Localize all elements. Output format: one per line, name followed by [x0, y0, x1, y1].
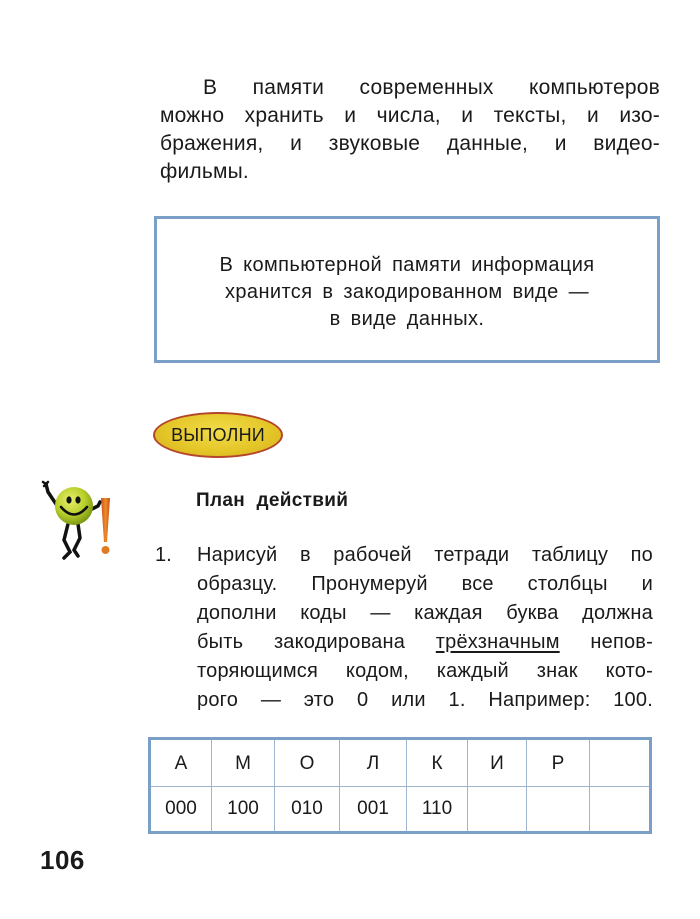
word: знак [536, 660, 578, 682]
word: каждая [414, 602, 483, 624]
word: торяющимся [197, 660, 318, 682]
word: видео- [593, 132, 660, 155]
word: закодирована [273, 631, 406, 653]
list-line-1 [197, 541, 653, 570]
word: и [344, 104, 357, 127]
letter-cell: М [212, 739, 275, 787]
list-line-3 [197, 599, 653, 628]
letter-cell: О [275, 739, 340, 787]
letter-cell: К [407, 739, 468, 787]
word: — [370, 602, 391, 624]
letter-cell [590, 739, 651, 787]
rule-box [154, 216, 660, 363]
code-cell [590, 787, 651, 833]
list-line-6 [197, 686, 653, 715]
word: 100. [613, 689, 653, 711]
underlined-word: трёхзначным [435, 631, 560, 653]
rule-line-1: В компьютерной памяти информация [219, 254, 595, 276]
badge-label: ВЫПОЛНИ [171, 424, 265, 445]
smiley-with-exclamation-icon [38, 480, 128, 560]
word: кодом, [345, 660, 409, 682]
word: и [586, 104, 599, 127]
list-line-5 [197, 657, 653, 686]
word: тетради [434, 544, 510, 566]
intro-line-1 [160, 74, 660, 102]
code-cell: 010 [275, 787, 340, 833]
list-line-2 [197, 570, 653, 599]
letter-cell: И [468, 739, 527, 787]
intro-paragraph [160, 74, 660, 186]
word: В [203, 76, 218, 99]
word: — [260, 689, 282, 711]
word: 1. [448, 689, 466, 711]
word: Нарисуй [197, 544, 278, 566]
word: или [391, 689, 426, 711]
letter-cell: Л [340, 739, 407, 787]
word: компьютеров [529, 76, 660, 99]
word: рого [197, 689, 239, 711]
plan-heading: План действий [196, 490, 349, 511]
word: бражения, [160, 132, 264, 155]
word: все [461, 573, 494, 595]
word: можно [160, 104, 225, 127]
word: фильмы. [160, 160, 249, 183]
word: изо- [619, 104, 660, 127]
list-line-4 [197, 628, 653, 657]
code-cell: 001 [340, 787, 407, 833]
word: должна [582, 602, 653, 624]
word: числа, [376, 104, 441, 127]
codes-row [150, 787, 651, 833]
code-cell [468, 787, 527, 833]
word: хранить [244, 104, 324, 127]
word: столбцы [527, 573, 608, 595]
code-cell: 000 [150, 787, 212, 833]
rule-line-3: в виде данных. [329, 308, 485, 330]
code-cell [527, 787, 590, 833]
letter-cell: Р [527, 739, 590, 787]
letters-row [150, 739, 651, 787]
word: Пронумеруй [311, 573, 428, 595]
intro-line-3 [160, 130, 660, 158]
word: быть [197, 631, 244, 653]
do-it-badge [153, 412, 283, 458]
word: таблицу [531, 544, 609, 566]
code-table [148, 737, 652, 834]
rule-line-2: хранится в закодированном виде — [225, 281, 589, 303]
word: и [461, 104, 474, 127]
code-cell: 110 [407, 787, 468, 833]
word: Например: [488, 689, 591, 711]
code-cell: 100 [212, 787, 275, 833]
word: кото- [605, 660, 653, 682]
word: рабочей [333, 544, 412, 566]
word: буква [506, 602, 559, 624]
list-item-number: 1. [155, 544, 172, 566]
word: современных [359, 76, 494, 99]
letter-cell: А [150, 739, 212, 787]
word: памяти [252, 76, 325, 99]
word: каждый [436, 660, 509, 682]
list-item-text [197, 541, 653, 715]
word: и [641, 573, 653, 595]
word: коды [300, 602, 347, 624]
word: по [630, 544, 653, 566]
word: и [290, 132, 303, 155]
word: образцу. [197, 573, 278, 595]
word: и [554, 132, 567, 155]
page-number: 106 [40, 845, 85, 875]
word: 0 [357, 689, 369, 711]
word: дополни [197, 602, 277, 624]
word: тексты, [493, 104, 567, 127]
word: в [299, 544, 311, 566]
word: непов- [590, 631, 653, 653]
intro-line-2 [160, 102, 660, 130]
intro-line-4 [160, 158, 660, 186]
word: это [303, 689, 335, 711]
word: звуковые [328, 132, 421, 155]
word: данные, [446, 132, 529, 155]
rule-text [157, 252, 657, 333]
